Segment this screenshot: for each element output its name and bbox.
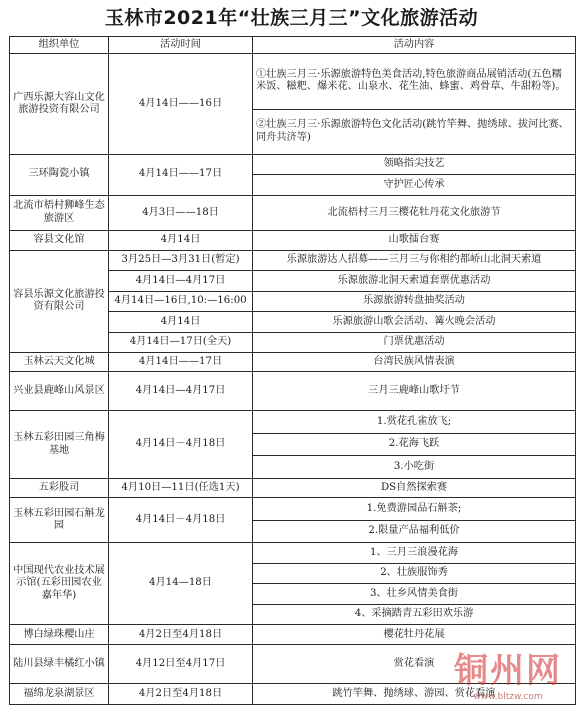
time-cell: 3月25日—3月31日(暂定) [109,250,253,270]
content-cell: 赏花看演 [253,645,576,684]
time-cell: 4月14日－4月18日 [109,498,253,543]
time-cell: 4月14日—4月17日 [109,372,253,411]
content-cell: 2.花海飞跃 [253,433,576,456]
content-cell: 山歌擂台赛 [253,231,576,250]
org-cell: 北流市梧村狮峰生态旅游区 [10,195,109,231]
table-row [10,645,576,684]
org-cell: 玉林五彩田园三角梅基地 [10,411,109,479]
time-cell: 4月14日－4月18日 [109,411,253,479]
content-cell: ②壮族三月三·乐源旅游特色文化活动(跳竹竿舞、抛绣球、拔河比赛、同舟共济等) [253,109,576,154]
time-cell: 4月3日——18日 [109,195,253,231]
org-cell: 广西乐源大容山文化旅游投资有限公司 [10,54,109,154]
content-cell: 台湾民族风情表演 [253,353,576,372]
table-row [10,195,576,231]
header-time: 活动时间 [109,37,253,54]
time-cell: 4月14日——17日 [109,154,253,195]
table-row [10,372,576,411]
page-title: 玉林市2021年“壮族三月三”文化旅游活动 [104,7,479,29]
org-cell: 兴业县鹿峰山风景区 [10,372,109,411]
table-row [10,154,576,174]
time-cell: 4月14日—4月17日 [109,271,253,291]
org-cell: 三环陶瓷小镇 [10,154,109,195]
time-cell: 4月2日至4月18日 [109,625,253,645]
table-row [10,498,576,521]
content-cell: 乐源旅游转盘抽奖活动 [253,291,576,311]
content-cell: 1.免费游园品石斛茶; [253,498,576,521]
content-cell: 三月三鹿峰山歌圩节 [253,372,576,411]
org-cell: 五彩股司 [10,478,109,497]
content-cell: 1、三月三浪漫花海 [253,543,576,563]
time-cell: 4月14日 [109,312,253,332]
time-cell: 4月14日—16日,10:—16:00 [109,291,253,311]
table-row [10,250,576,270]
watermark-logo-text: 铜州网 [454,651,562,691]
table-row [10,625,576,645]
content-cell: 乐源旅游北洞天索道套票优惠活动 [253,271,576,291]
time-cell: 4月14日 [109,231,253,250]
org-cell: 福绵龙泉湖景区 [10,684,109,705]
content-cell: 樱花牡丹花展 [253,625,576,645]
org-cell: 中国现代农业技术展示馆(五彩田园农业嘉年华) [10,543,109,625]
header-org: 组织单位 [10,37,109,54]
content-cell: 跳竹竿舞、抛绣球、游园、赏花看演 [253,684,576,705]
content-cell: 守护匠心传承 [253,175,576,195]
org-cell: 玉林五彩田园石斛龙园 [10,498,109,543]
org-cell: 容县乐源文化旅游投资有限公司 [10,250,109,352]
table-header-row [10,37,576,54]
content-cell: DS自然探索赛 [253,478,576,497]
time-cell: 4月14日—17日(全天) [109,332,253,352]
header-content: 活动内容 [253,37,576,54]
time-cell: 4月12日至4月17日 [109,645,253,684]
content-cell: ①壮族三月三·乐源旅游特色美食活动,特色旅游商品展销活动(五色糯米饭、糍粑、爆米花、山泉水、花生油、蜂蜜、鸡骨草、牛甜粉等)。 [253,54,576,109]
table-row [10,411,576,434]
content-cell: 2.限量产品福利低价 [253,520,576,543]
time-cell: 4月14日——16日 [109,54,253,154]
time-cell: 4月10日—11日(任选1天) [109,478,253,497]
watermark-url: www.bltzw.com [473,692,543,702]
content-cell: 领略指尖技艺 [253,154,576,174]
time-cell: 4月2日至4月18日 [109,684,253,705]
content-cell: 1.赏花孔雀放飞; [253,411,576,434]
content-cell: 3.小吃街 [253,456,576,479]
content-cell: 门票优惠活动 [253,332,576,352]
content-cell: 乐源旅游达人招募——三月三与你相约都峤山北洞天索道 [253,250,576,270]
table-row [10,54,576,109]
org-cell: 博白绿珠樱山庄 [10,625,109,645]
org-cell: 陆川县绿丰橘红小镇 [10,645,109,684]
content-cell: 3、壮乡风情美食街 [253,584,576,604]
org-cell: 玉林云天文化城 [10,353,109,372]
table-row [10,478,576,497]
content-cell: 北流梧村三月三樱花牡丹花文化旅游节 [253,195,576,231]
table-row [10,684,576,705]
org-cell: 容县文化馆 [10,231,109,250]
activity-table [9,36,576,705]
content-cell: 2、壮族服饰秀 [253,563,576,583]
table-row [10,543,576,563]
content-cell: 乐源旅游山歌会活动、篝火晚会活动 [253,312,576,332]
table-row [10,231,576,250]
content-cell: 4、采摘踏青五彩田欢乐游 [253,604,576,624]
table-row [10,353,576,372]
time-cell: 4月14—18日 [109,543,253,625]
time-cell: 4月14日——17日 [109,353,253,372]
